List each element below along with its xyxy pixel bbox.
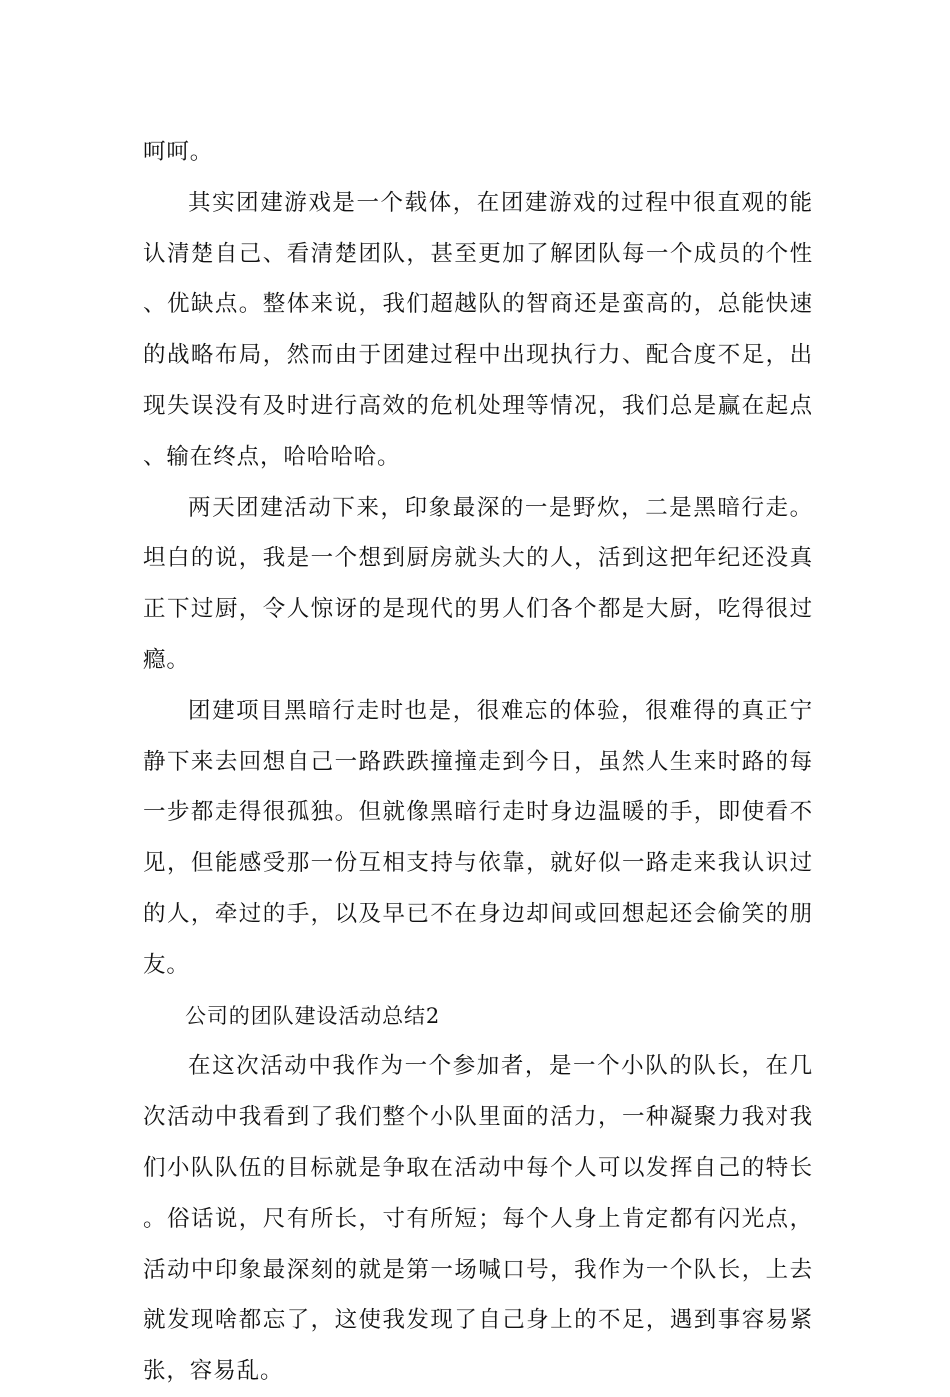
paragraph-team-games: 其实团建游戏是一个载体，在团建游戏的过程中很直观的能认清楚自己、看清楚团队，甚至更加了解团队每一个成员的个性、优缺点。整体来说，我们超越队的智商还是蛮高的，总能快速的战略布局，然而由于团建过程中出现执行力、配合度不足，出现失误没有及时进行高效的危机处理等情况，我们总是赢在起点、输在终点，哈哈哈哈。 <box>143 189 813 470</box>
section-heading: 公司的团队建设活动总结2 <box>185 1003 441 1028</box>
paragraph-two-days: 两天团建活动下来，印象最深的一是野炊，二是黑暗行走。坦白的说，我是一个想到厨房就头大的人，活到这把年纪还没真正下过厨，令人惊讶的是现代的男人们各个都是大厨，吃得很过瘾。 <box>143 494 813 673</box>
document-body <box>143 127 813 1397</box>
paragraph-dark-walk: 团建项目黑暗行走时也是，很难忘的体验，很难得的真正宁静下来去回想自己一路跌跌撞撞走到今日，虽然人生来时路的每一步都走得很孤独。但就像黑暗行走时身边温暖的手，即使看不见，但能感受那一份互相支持与依靠，就好似一路走来我认识过的人，牵过的手，以及早已不在身边却间或回想起还会偷笑的朋友。 <box>143 697 813 978</box>
paragraph-team-leader: 在这次活动中我作为一个参加者，是一个小队的队长，在几次活动中我看到了我们整个小队里面的活力，一种凝聚力我对我们小队队伍的目标就是争取在活动中每个人可以发挥自己的特长。俗话说，尺有所长，寸有所短；每个人身上肯定都有闪光点，活动中印象最深刻的就是第一场喊口号，我作为一个队长，上去就发现啥都忘了，这使我发现了自己身上的不足，遇到事容易紧张，容易乱。 <box>143 1053 813 1385</box>
paragraph-continuation: 呵呵。 <box>143 139 214 165</box>
